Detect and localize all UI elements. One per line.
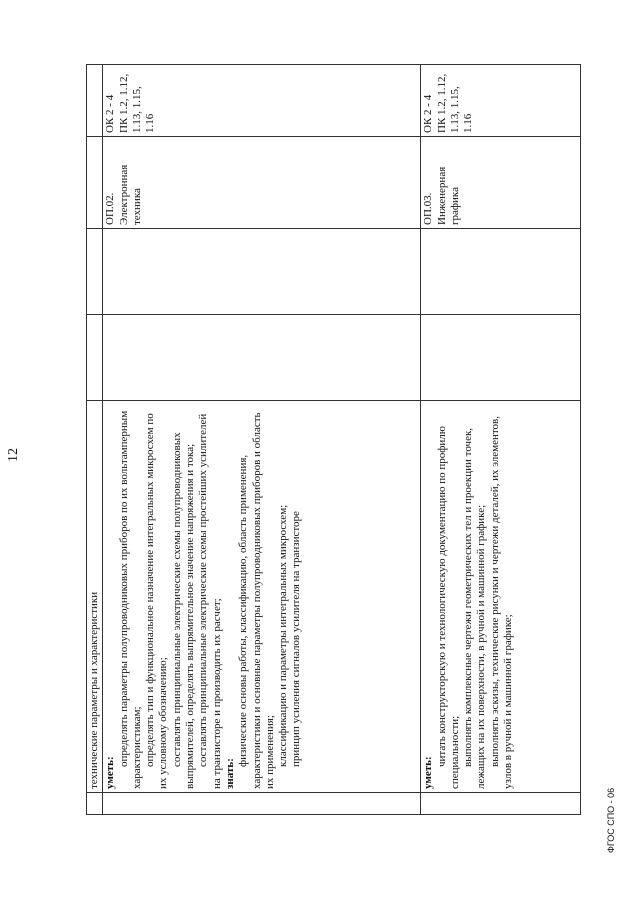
competencies-cell: ОК 2 - 4 ПК 1.2, 1.12, 1.13, 1.15, 1.16: [421, 65, 581, 137]
list-item: принцип усиления сигналов усилителя на транзисторе: [290, 511, 303, 767]
list-item: читать конструкторскую и технологическую документацию по профилю специальности;: [435, 426, 461, 789]
umet-label: уметь:: [104, 756, 117, 789]
table-row: [103, 65, 421, 815]
list-item: определять тип и функциональное назначение интегральных микросхем по их условному обозначению;: [144, 413, 170, 789]
list-item: составлять принципиальные электрические схемы полупроводниковых выпрямителей, определять выпрямительное значение напряжения и тока;: [170, 432, 197, 789]
rotated-page: [0, 55, 640, 855]
discipline-cell: ОП.02. Электронная техника: [103, 137, 421, 229]
list-item: физические основы работы, классификацию, область применения, характеристики и основные параметры полупроводниковых приборов и область их применения;: [237, 412, 276, 789]
list-item: выполнять эскизы, технические рисунки и чертежи деталей, их элементов, узлов в ручной и машинной графике;: [488, 415, 515, 789]
table-row: [421, 65, 581, 815]
list-item: выполнять комплексные чертежи геометрических тел и проекции точек, лежащих на их поверхности, в ручной и машинной графике;: [462, 427, 488, 789]
list-item: определять параметры полупроводниковых приборов по их вольтамперным характеристикам;: [117, 410, 143, 789]
discipline-cell: ОП.03. Инженерная графика: [421, 137, 581, 229]
skills-cell: [421, 401, 581, 793]
header-cell: технические параметры и характеристики: [87, 401, 103, 793]
umet-label: уметь:: [422, 756, 435, 789]
table-row: [87, 65, 103, 815]
znat-label: знать:: [223, 758, 236, 789]
competency-table: [86, 64, 581, 815]
competencies-cell: ОК 2 - 4 ПК 1.2, 1.12, 1.13, 1.15, 1.16: [103, 65, 421, 137]
list-item: составлять принципиальные электрические схемы простейших усилителей на транзисторе и производить их расчет;: [197, 413, 223, 789]
footer-code: ФГОС СПО - 06: [606, 787, 616, 853]
skills-cell: [103, 401, 421, 793]
page-number: 12: [6, 448, 21, 462]
list-item: классификацию и параметры интегральных микросхем;: [277, 504, 290, 767]
